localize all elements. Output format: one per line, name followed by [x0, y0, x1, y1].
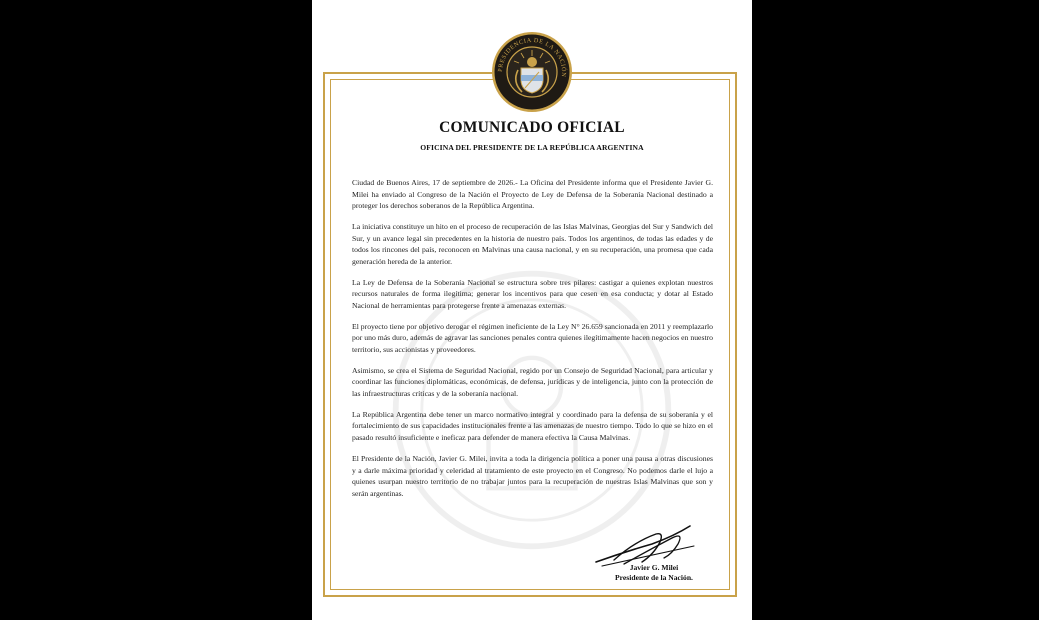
signer-name: Javier G. Milei	[629, 563, 679, 572]
paragraph-6: La República Argentina debe tener un marco normativo integral y coordinado para la defensa de su soberanía y el fortalecimiento de sus capacidades institucionales frente a las amenazas de nuestro tiempo. Todo lo que se hizo en el pasado resultó insuficiente e ineficaz para defender de manera efectiva la Causa Malvinas.	[352, 409, 713, 442]
document-body	[352, 177, 713, 509]
paragraph-7: El Presidente de la Nación, Javier G. Milei, invita a toda la dirigencia política a poner una pausa a otras discusiones y a darle máxima prioridad y celeridad al tratamiento de este proyecto en el Congreso. No podemos darle el lujo a quienes usurpan nuestro territorio de no trabajar juntos para la recuperación de nuestras Islas Malvinas que son y serán argentinas.	[352, 454, 713, 498]
svg-text:PRESIDENCIA DE LA NACIÓN: PRESIDENCIA DE LA NACIÓN	[496, 36, 568, 78]
document-title: COMUNICADO OFICIAL	[439, 119, 625, 136]
paragraph-2: La iniciativa constituye un hito en el proceso de recuperación de las Islas Malvinas, Georgias del Sur y Sandwich del Sur, y un avance legal sin precedentes en la historia de nuestro país. Todos los argentinos, de todas las edades y de todos los rincones del país, reconocen en Malvinas una causa nacional, y en su recuperación, una promesa que cada generación hereda de la anterior.	[352, 222, 713, 266]
presidential-seal	[490, 30, 574, 114]
document-subtitle: OFICINA DEL PRESIDENTE DE LA REPÚBLICA ARGENTINA	[420, 143, 644, 152]
paragraph-3: La Ley de Defensa de la Soberanía Nacional se estructura sobre tres pilares: castigar a quienes explotan nuestros recursos naturales de forma ilegítima; generar los incentivos para que cesen en esa conducta; y dotar al Estado Nacional de herramientas para protegerse frente a amenazas externas.	[352, 277, 713, 310]
paragraph-4: El proyecto tiene por objetivo derogar el régimen ineficiente de la Ley N° 26.659 sancionada en 2011 y reemplazarlo por uno más duro, además de agravar las sanciones penales contra quienes ilegítimamente hacen negocios en nuestro territorio, sus accionistas y proveedores.	[352, 321, 713, 354]
paragraph-5: Asimismo, se crea el Sistema de Seguridad Nacional, regido por un Consejo de Seguridad Nacional, para articular y coordinar las funciones diplomáticas, económicas, de defensa, jurídicas y de inteligencia, junto con la protección de las infraestructuras críticas y de la soberanía nacional.	[352, 365, 713, 398]
signer-role: Presidente de la Nación.	[615, 573, 693, 582]
presidential-seal-icon	[490, 30, 574, 114]
document-page	[312, 0, 752, 620]
paragraph-1: Ciudad de Buenos Aires, 17 de septiembre de 2026.- La Oficina del Presidente informa que el Presidente Javier G. Milei ha enviado al Congreso de la Nación el Proyecto de Ley de Defensa de la Soberanía Nacional destinado a proteger los derechos soberanos de la República Argentina.	[352, 178, 713, 210]
handwritten-signature-icon	[594, 522, 704, 568]
